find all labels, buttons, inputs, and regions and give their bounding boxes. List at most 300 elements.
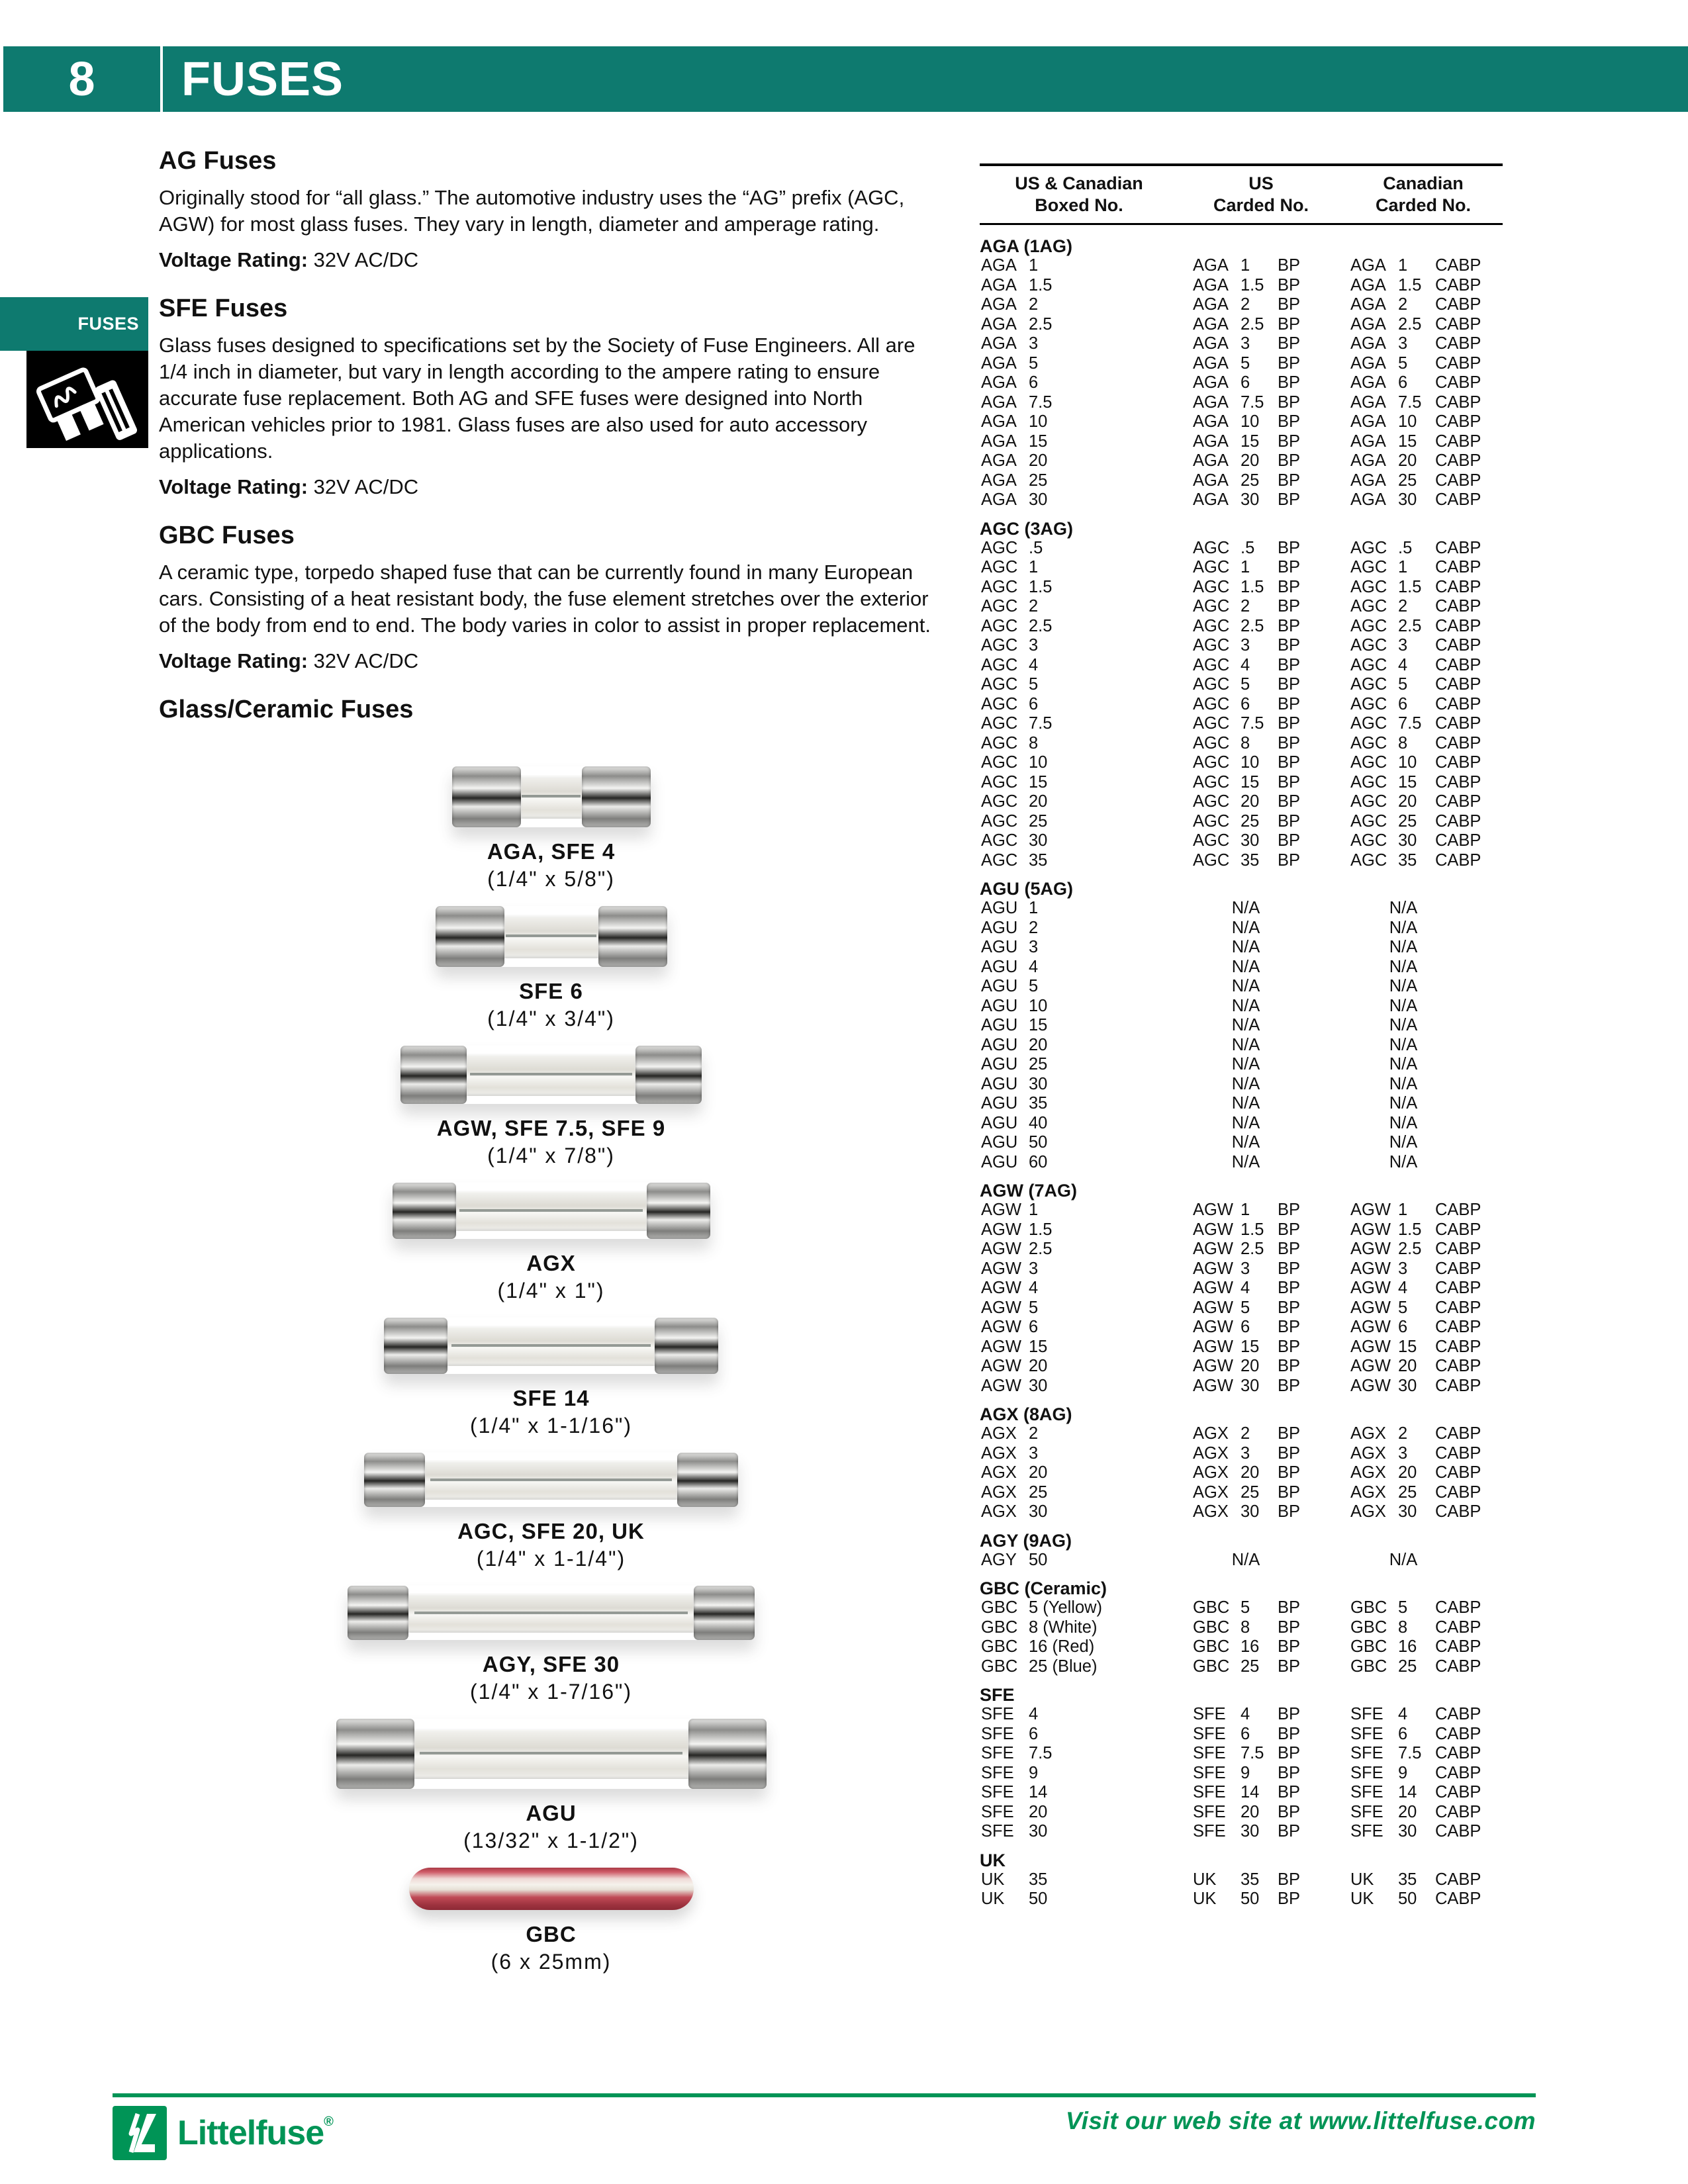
us-carded-cell: N/A [1231, 957, 1260, 976]
page-banner [3, 46, 1688, 112]
boxed-no-cell: AGC 20 [981, 792, 1048, 811]
table-row [980, 1463, 1503, 1483]
table-row [980, 1055, 1503, 1075]
canadian-carded-cell: GBC 5 CABP [1350, 1598, 1481, 1617]
section-body-ag: Originally stood for “all glass.” The automotive industry uses the “AG” prefix (AGC, AGW) for most glass fuses. They vary in length, diameter and amperage rating. [159, 186, 905, 236]
table-row [980, 792, 1503, 812]
canadian-carded-cell: AGA 1.5 CABP [1350, 275, 1481, 295]
boxed-no-cell: AGC 7.5 [981, 714, 1053, 733]
us-carded-cell: AGA 2 BP [1193, 295, 1301, 314]
fuse-photo [400, 1046, 702, 1104]
boxed-no-cell: AGW 2.5 [981, 1240, 1053, 1258]
section-heading-sfe: SFE Fuses [159, 295, 288, 322]
table-row [980, 636, 1503, 656]
boxed-no-cell: AGU 20 [981, 1035, 1048, 1054]
boxed-no-cell: AGU 1 [981, 899, 1039, 917]
canadian-carded-cell: AGW 15 CABP [1350, 1337, 1481, 1356]
canadian-carded-cell: N/A [1389, 918, 1418, 937]
boxed-no-cell: AGA 1.5 [981, 275, 1053, 295]
us-carded-cell: AGA 7.5 BP [1193, 392, 1301, 412]
us-carded-cell: AGC .5 BP [1193, 538, 1301, 557]
boxed-no-cell: AGC 10 [981, 753, 1048, 772]
boxed-no-cell: SFE 14 [981, 1783, 1048, 1801]
littelfuse-wordmark: Littelfuse® [177, 2114, 333, 2152]
littelfuse-logo [113, 2106, 333, 2160]
us-carded-cell: AGC 6 BP [1193, 694, 1301, 713]
boxed-no-cell: AGC 3 [981, 636, 1039, 655]
us-carded-cell: N/A [1231, 938, 1260, 956]
us-carded-cell: AGW 15 BP [1193, 1337, 1301, 1356]
us-carded-cell: SFE 14 BP [1193, 1783, 1301, 1801]
boxed-no-cell: AGC 1.5 [981, 577, 1053, 596]
canadian-carded-cell: N/A [1389, 1016, 1418, 1034]
fuse-figure-label: AGW, SFE 7.5, SFE 9 [436, 1116, 666, 1140]
canadian-carded-cell: AGW 1.5 CABP [1350, 1220, 1481, 1239]
boxed-no-cell: UK 50 [981, 1889, 1048, 1908]
boxed-no-cell: AGW 20 [981, 1357, 1048, 1375]
us-carded-cell: AGX 20 BP [1193, 1463, 1301, 1482]
canadian-carded-cell: AGX 2 CABP [1350, 1424, 1481, 1443]
canadian-carded-cell: N/A [1389, 1035, 1418, 1054]
boxed-no-cell: AGX 20 [981, 1463, 1048, 1482]
us-carded-cell: AGA 15 BP [1193, 432, 1301, 451]
table-row [980, 490, 1503, 510]
boxed-no-cell: AGA 15 [981, 432, 1048, 451]
table-row [980, 675, 1503, 695]
fuse-photo [348, 1586, 755, 1640]
us-carded-cell: AGC 10 BP [1193, 753, 1301, 772]
table-row [980, 938, 1503, 958]
us-carded-cell: AGW 20 BP [1193, 1357, 1301, 1375]
fuse-figure-size: (6 x 25mm) [491, 1950, 612, 1974]
us-carded-cell: SFE 20 BP [1193, 1802, 1301, 1821]
canadian-carded-cell: N/A [1389, 996, 1418, 1015]
canadian-carded-cell: SFE 30 CABP [1350, 1822, 1481, 1841]
fuse-figure [393, 1183, 710, 1303]
fuse-figure-label: AGX [526, 1251, 576, 1275]
us-carded-cell: N/A [1231, 1035, 1260, 1054]
table-section-title: AGC (3AG) [980, 518, 1073, 539]
us-carded-cell: N/A [1231, 1133, 1260, 1152]
boxed-no-cell: AGA 7.5 [981, 392, 1053, 412]
table-row [980, 753, 1503, 773]
canadian-carded-cell: AGC 2.5 CABP [1350, 616, 1481, 635]
section-body-sfe: Glass fuses designed to specifications set by the Society of Fuse Engineers. All are 1/4 inch in diameter, but vary in length according to the ampere rating to ensure accurate fuse replacement. Both AG and SFE fuses were designed into North American vehicles prior to 1981. Glass fuses are also used for auto accessory applications. [159, 334, 915, 463]
table-row [980, 1016, 1503, 1036]
fuse-figure-size: (1/4" x 5/8") [487, 867, 615, 891]
canadian-carded-cell: N/A [1389, 977, 1418, 995]
boxed-no-cell: SFE 7.5 [981, 1744, 1053, 1762]
us-carded-cell: N/A [1231, 1550, 1260, 1569]
table-row [980, 1338, 1503, 1357]
table-row [980, 373, 1503, 393]
fuse-figure-size: (1/4" x 1-1/16") [469, 1414, 633, 1437]
boxed-no-cell: AGA 10 [981, 412, 1048, 431]
canadian-carded-cell: AGC 1 CABP [1350, 558, 1481, 576]
canadian-carded-cell: AGC 3 CABP [1350, 636, 1481, 655]
us-carded-cell: N/A [1231, 899, 1260, 917]
table-row [980, 1598, 1503, 1618]
canadian-carded-cell: GBC 8 CABP [1350, 1617, 1481, 1637]
table-row [980, 734, 1503, 754]
canadian-carded-cell: N/A [1389, 957, 1418, 976]
table-row [980, 295, 1503, 315]
column-header-canadian-carded: Canadian Carded No. [1375, 173, 1472, 215]
canadian-carded-cell: SFE 4 CABP [1350, 1705, 1481, 1723]
left-column [159, 147, 943, 1989]
table-row [980, 1444, 1503, 1464]
section-heading-ag: AG Fuses [159, 147, 277, 175]
table-row [980, 1551, 1503, 1570]
canadian-carded-cell: AGW 6 CABP [1350, 1318, 1481, 1336]
fuse-figure-size: (1/4" x 1-1/4") [476, 1547, 626, 1570]
table-row [980, 1075, 1503, 1095]
canadian-carded-cell: AGX 3 CABP [1350, 1443, 1481, 1463]
fuse-figure [436, 906, 667, 1031]
voltage-label: Voltage Rating: [159, 649, 308, 672]
canadian-carded-cell: AGW 3 CABP [1350, 1259, 1481, 1278]
fuse-figure [452, 766, 651, 891]
table-row [980, 1870, 1503, 1890]
table-row [980, 412, 1503, 432]
canadian-carded-cell: AGA 10 CABP [1350, 412, 1481, 431]
boxed-no-cell: AGA 30 [981, 490, 1048, 509]
table-row [980, 656, 1503, 676]
canadian-carded-cell: SFE 20 CABP [1350, 1802, 1481, 1821]
us-carded-cell: AGC 20 BP [1193, 792, 1301, 811]
us-carded-cell: GBC 16 BP [1193, 1637, 1301, 1656]
canadian-carded-cell: AGX 20 CABP [1350, 1463, 1481, 1482]
fuse-figure [384, 1318, 718, 1438]
fuse-photo [436, 906, 667, 967]
canadian-carded-cell: N/A [1389, 1113, 1418, 1132]
table-row [980, 451, 1503, 471]
us-carded-cell: AGC 15 BP [1193, 772, 1301, 792]
fuse-figure-label: AGC, SFE 20, UK [457, 1519, 645, 1543]
table-row [980, 1318, 1503, 1338]
us-carded-cell: GBC 5 BP [1193, 1598, 1301, 1617]
canadian-carded-cell: AGC 2 CABP [1350, 597, 1481, 615]
boxed-no-cell: AGY 50 [981, 1550, 1048, 1569]
us-carded-cell: SFE 6 BP [1193, 1724, 1301, 1743]
us-carded-cell: AGC 4 BP [1193, 655, 1301, 674]
table-row [980, 1279, 1503, 1298]
table-row [980, 432, 1503, 452]
canadian-carded-cell: AGC 25 CABP [1350, 811, 1481, 831]
boxed-no-cell: AGC .5 [981, 538, 1043, 557]
us-carded-cell: N/A [1231, 1094, 1260, 1113]
fuse-figure-label: GBC [526, 1922, 577, 1946]
table-section-title: AGU (5AG) [980, 879, 1073, 899]
us-carded-cell: SFE 7.5 BP [1193, 1744, 1301, 1762]
us-carded-cell: UK 35 BP [1193, 1870, 1301, 1889]
column-header-us-carded: US Carded No. [1213, 173, 1309, 215]
section-body-gbc: A ceramic type, torpedo shaped fuse that can be currently found in many European cars. Consisting of a heat resistant body, the fuse element stretches over the exterior of the body from end to end. The body varies in color to assist in proper replacement. [159, 561, 931, 637]
footer-rule [113, 2093, 1536, 2097]
us-carded-cell: AGC 35 BP [1193, 850, 1301, 870]
fuse-figure-size: (1/4" x 7/8") [487, 1144, 615, 1167]
boxed-no-cell: AGA 2.5 [981, 314, 1053, 334]
table-section-title: AGY (9AG) [980, 1530, 1072, 1551]
table-row [980, 256, 1503, 276]
canadian-carded-cell: N/A [1389, 938, 1418, 956]
fuse-figure-label: AGU [526, 1801, 577, 1825]
page-title: FUSES [181, 52, 344, 106]
canadian-carded-cell: AGA 3 CABP [1350, 334, 1481, 353]
boxed-no-cell: GBC 16 (Red) [981, 1637, 1095, 1656]
us-carded-cell: AGC 25 BP [1193, 811, 1301, 831]
boxed-no-cell: SFE 20 [981, 1802, 1048, 1821]
us-carded-cell: AGC 7.5 BP [1193, 714, 1301, 733]
fuse-figures [159, 766, 943, 1989]
chapter-number: 8 [68, 52, 95, 106]
canadian-carded-cell: N/A [1389, 1094, 1418, 1113]
boxed-no-cell: AGA 6 [981, 373, 1039, 392]
table-row [980, 617, 1503, 637]
table-row [980, 1822, 1503, 1842]
table-row [980, 1744, 1503, 1764]
voltage-rating-sfe [159, 475, 943, 499]
canadian-carded-cell: AGW 1 CABP [1350, 1201, 1481, 1219]
table-row [980, 1153, 1503, 1173]
boxed-no-cell: AGW 30 [981, 1376, 1048, 1395]
boxed-no-cell: AGU 50 [981, 1133, 1048, 1152]
table-row [980, 1240, 1503, 1259]
table-row [980, 1377, 1503, 1396]
canadian-carded-cell: AGW 5 CABP [1350, 1298, 1481, 1317]
canadian-carded-cell: N/A [1389, 1133, 1418, 1152]
canadian-carded-cell: AGC 30 CABP [1350, 831, 1481, 850]
us-carded-cell: AGC 1 BP [1193, 558, 1301, 576]
us-carded-cell: AGA 10 BP [1193, 412, 1301, 431]
voltage-value: 32V AC/DC [308, 649, 419, 672]
canadian-carded-cell: AGC 15 CABP [1350, 772, 1481, 792]
us-carded-cell: AGC 2.5 BP [1193, 616, 1301, 635]
column-header-boxed: US & Canadian Boxed No. [1015, 173, 1143, 215]
boxed-no-cell: SFE 9 [981, 1763, 1039, 1782]
fuse-photo [393, 1183, 710, 1239]
us-carded-cell: N/A [1231, 996, 1260, 1015]
glass-ceramic-heading: Glass/Ceramic Fuses [159, 696, 414, 723]
us-carded-cell: N/A [1231, 1016, 1260, 1034]
boxed-no-cell: AGX 3 [981, 1443, 1039, 1463]
canadian-carded-cell: SFE 6 CABP [1350, 1724, 1481, 1743]
us-carded-cell: AGA 6 BP [1193, 373, 1301, 392]
boxed-no-cell: GBC 8 (White) [981, 1617, 1098, 1637]
canadian-carded-cell: AGA 6 CABP [1350, 373, 1481, 392]
fuse-figure-label: SFE 14 [512, 1386, 590, 1410]
fuse-figure-label: SFE 6 [519, 979, 583, 1003]
table-row [980, 1783, 1503, 1803]
canadian-carded-cell: AGW 20 CABP [1350, 1357, 1481, 1375]
us-carded-cell: AGW 6 BP [1193, 1318, 1301, 1336]
table-row [980, 1725, 1503, 1745]
boxed-no-cell: AGW 1 [981, 1201, 1039, 1219]
boxed-no-cell: GBC 5 (Yellow) [981, 1598, 1103, 1617]
canadian-carded-cell: AGC 35 CABP [1350, 850, 1481, 870]
voltage-rating-ag [159, 248, 943, 272]
table-row [980, 851, 1503, 871]
table-row [980, 578, 1503, 598]
boxed-no-cell: AGC 2 [981, 597, 1039, 615]
boxed-no-cell: AGU 5 [981, 977, 1039, 995]
fuse-figure [348, 1586, 755, 1704]
boxed-no-cell: AGA 5 [981, 353, 1039, 373]
boxed-no-cell: SFE 4 [981, 1705, 1039, 1723]
us-carded-cell: AGC 2 BP [1193, 597, 1301, 615]
canadian-carded-cell: AGW 30 CABP [1350, 1376, 1481, 1395]
boxed-no-cell: AGW 5 [981, 1298, 1039, 1317]
us-carded-cell: N/A [1231, 1113, 1260, 1132]
table-row [980, 315, 1503, 335]
table-row [980, 831, 1503, 851]
canadian-carded-cell: SFE 7.5 CABP [1350, 1744, 1481, 1762]
canadian-carded-cell: AGA 5 CABP [1350, 353, 1481, 373]
table-header [980, 163, 1503, 225]
canadian-carded-cell: AGC 6 CABP [1350, 694, 1481, 713]
fuse-photo [384, 1318, 718, 1374]
table-row [980, 1705, 1503, 1725]
canadian-carded-cell: N/A [1389, 1550, 1418, 1569]
fuse-photo [452, 766, 651, 827]
boxed-no-cell: AGC 5 [981, 675, 1039, 694]
us-carded-cell: N/A [1231, 977, 1260, 995]
us-carded-cell: SFE 30 BP [1193, 1822, 1301, 1841]
us-carded-cell: AGA 3 BP [1193, 334, 1301, 353]
fuse-photo [336, 1719, 767, 1789]
canadian-carded-cell: N/A [1389, 1055, 1418, 1073]
canadian-carded-cell: AGA 2 CABP [1350, 295, 1481, 314]
canadian-carded-cell: AGA 20 CABP [1350, 451, 1481, 470]
boxed-no-cell: AGW 4 [981, 1279, 1039, 1297]
boxed-no-cell: AGA 20 [981, 451, 1048, 470]
sidebar-tab-label: FUSES [77, 314, 139, 334]
boxed-no-cell: AGA 2 [981, 295, 1039, 314]
table-row [980, 539, 1503, 559]
us-carded-cell: N/A [1231, 1074, 1260, 1093]
canadian-carded-cell: AGA 2.5 CABP [1350, 314, 1481, 334]
fuse-icon [26, 351, 148, 448]
canadian-carded-cell: AGC 1.5 CABP [1350, 577, 1481, 596]
table-row [980, 919, 1503, 938]
voltage-rating-gbc [159, 649, 943, 673]
us-carded-cell: AGC 8 BP [1193, 733, 1301, 752]
table-row [980, 334, 1503, 354]
us-carded-cell: AGW 30 BP [1193, 1376, 1301, 1395]
canadian-carded-cell: AGA 25 CABP [1350, 471, 1481, 490]
us-carded-cell: AGC 1.5 BP [1193, 577, 1301, 596]
table-section-title: UK [980, 1850, 1006, 1870]
table-row [980, 812, 1503, 832]
registered-mark: ® [324, 2115, 333, 2129]
fuse-figure [364, 1453, 738, 1571]
canadian-carded-cell: AGA 30 CABP [1350, 490, 1481, 509]
us-carded-cell: N/A [1231, 1055, 1260, 1073]
us-carded-cell: AGC 3 BP [1193, 636, 1301, 655]
website-link[interactable]: Visit our web site at www.littelfuse.com [1065, 2107, 1536, 2134]
boxed-no-cell: AGU 10 [981, 996, 1048, 1015]
boxed-no-cell: AGA 1 [981, 256, 1039, 275]
table-row [980, 1201, 1503, 1220]
boxed-no-cell: GBC 25 (Blue) [981, 1657, 1098, 1676]
boxed-no-cell: AGU 3 [981, 938, 1039, 956]
sidebar-tab-fuses [0, 297, 148, 351]
us-carded-cell: N/A [1231, 1152, 1260, 1171]
canadian-carded-cell: SFE 14 CABP [1350, 1783, 1481, 1801]
us-carded-cell: AGW 1 BP [1193, 1201, 1301, 1219]
table-row [980, 1764, 1503, 1784]
us-carded-cell: AGA 5 BP [1193, 353, 1301, 373]
fuse-figure-size: (1/4" x 3/4") [487, 1007, 615, 1030]
boxed-no-cell: AGW 1.5 [981, 1220, 1053, 1239]
table-row [980, 1357, 1503, 1377]
table-row [980, 597, 1503, 617]
table-row [980, 1502, 1503, 1522]
voltage-label: Voltage Rating: [159, 475, 308, 498]
boxed-no-cell: AGC 8 [981, 733, 1039, 752]
fuse-figure [400, 1046, 702, 1168]
boxed-no-cell: AGX 25 [981, 1482, 1048, 1502]
table-row [980, 558, 1503, 578]
boxed-no-cell: AGU 2 [981, 918, 1039, 937]
canadian-carded-cell: N/A [1389, 1152, 1418, 1171]
canadian-carded-cell: GBC 25 CABP [1350, 1657, 1481, 1676]
us-carded-cell: AGX 2 BP [1193, 1424, 1301, 1443]
us-carded-cell: N/A [1231, 918, 1260, 937]
us-carded-cell: AGA 1 BP [1193, 256, 1301, 275]
canadian-carded-cell: AGX 30 CABP [1350, 1502, 1481, 1521]
canadian-carded-cell: UK 50 CABP [1350, 1889, 1481, 1908]
canadian-carded-cell: AGX 25 CABP [1350, 1482, 1481, 1502]
table-row [980, 714, 1503, 734]
us-carded-cell: AGC 5 BP [1193, 675, 1301, 694]
boxed-no-cell: AGW 15 [981, 1337, 1048, 1356]
voltage-value: 32V AC/DC [308, 248, 419, 271]
boxed-no-cell: AGU 40 [981, 1113, 1048, 1132]
fuse-figure-label: AGA, SFE 4 [487, 839, 616, 864]
boxed-no-cell: AGU 4 [981, 957, 1039, 976]
canadian-carded-cell: AGA 7.5 CABP [1350, 392, 1481, 412]
section-heading-gbc: GBC Fuses [159, 522, 295, 549]
table-row [980, 1220, 1503, 1240]
table-section-title: AGX (8AG) [980, 1404, 1072, 1424]
canadian-carded-cell: AGC 7.5 CABP [1350, 714, 1481, 733]
parts-table [980, 163, 1503, 1909]
table-row [980, 977, 1503, 997]
boxed-no-cell: UK 35 [981, 1870, 1048, 1889]
us-carded-cell: AGA 30 BP [1193, 490, 1301, 509]
boxed-no-cell: AGC 30 [981, 831, 1048, 850]
table-row [980, 958, 1503, 978]
parts-table-body [980, 225, 1503, 1909]
table-row [980, 899, 1503, 919]
table-row [980, 1424, 1503, 1444]
boxed-no-cell: AGX 30 [981, 1502, 1048, 1521]
boxed-no-cell: SFE 6 [981, 1724, 1039, 1743]
boxed-no-cell: AGU 35 [981, 1094, 1048, 1113]
boxed-no-cell: AGC 4 [981, 655, 1039, 674]
table-row [980, 1803, 1503, 1823]
us-carded-cell: UK 50 BP [1193, 1889, 1301, 1908]
fuse-figure-label: AGY, SFE 30 [482, 1652, 620, 1676]
canadian-carded-cell: AGW 4 CABP [1350, 1279, 1481, 1297]
canadian-carded-cell: SFE 9 CABP [1350, 1763, 1481, 1782]
table-section-title: GBC (Ceramic) [980, 1578, 1107, 1598]
boxed-no-cell: AGC 6 [981, 694, 1039, 713]
canadian-carded-cell: AGC 4 CABP [1350, 655, 1481, 674]
us-carded-cell: AGA 25 BP [1193, 471, 1301, 490]
us-carded-cell: AGX 30 BP [1193, 1502, 1301, 1521]
